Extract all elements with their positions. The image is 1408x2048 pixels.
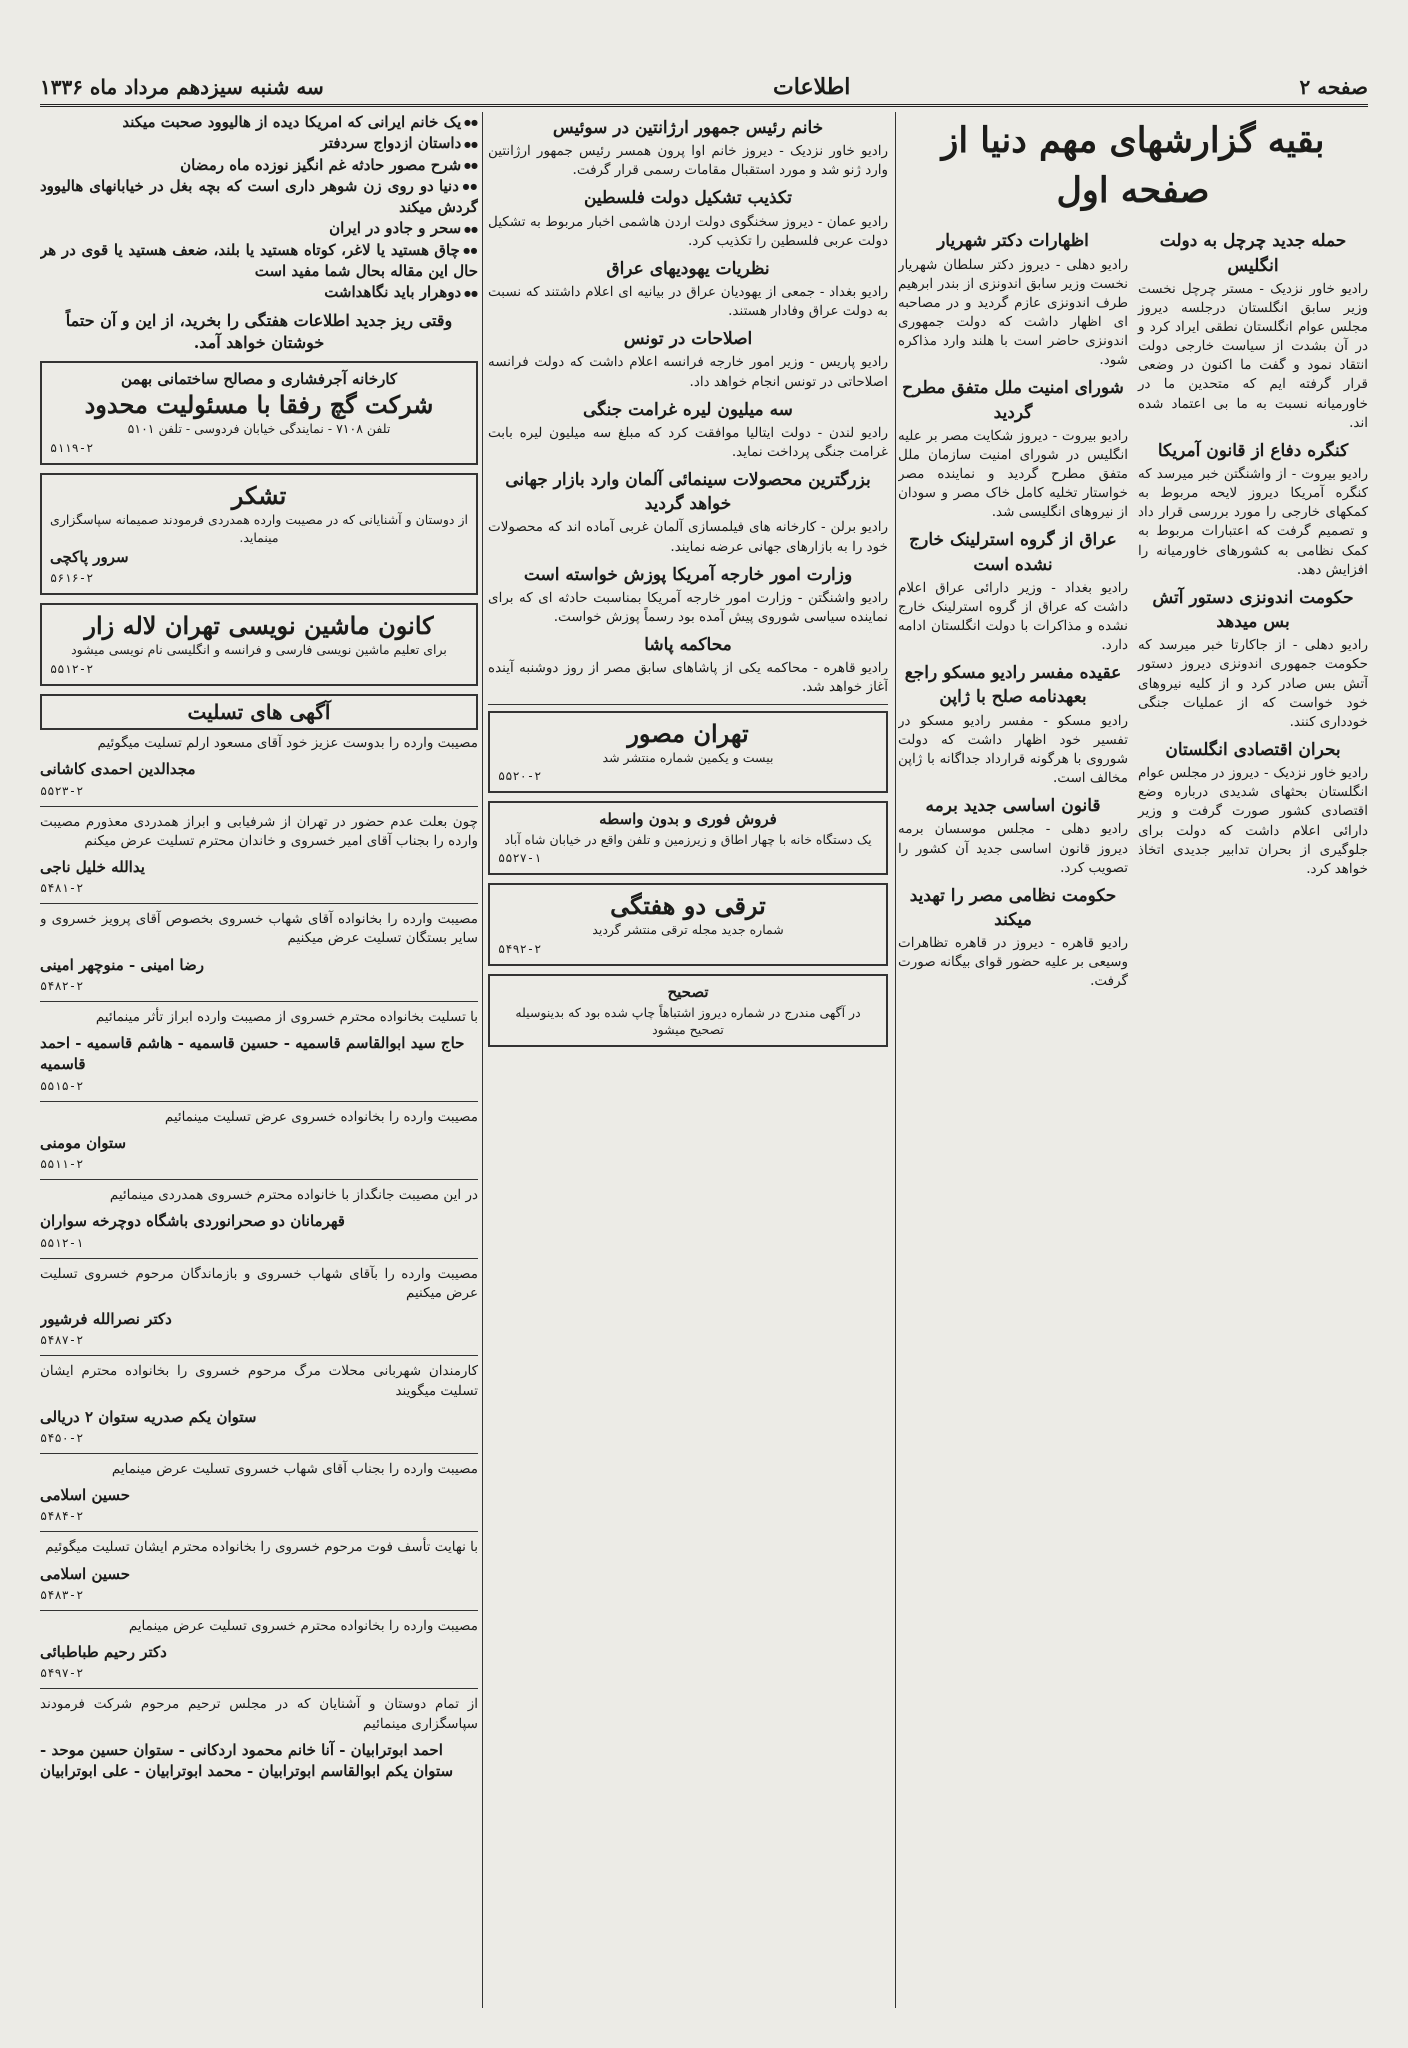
ad-code: ۵۵۲۰-۲ <box>498 769 542 784</box>
condolence-text: چون بعلت عدم حضور در تهران از شرفیابی و ابراز همدردی معذورم مصیبت وارده را بجناب آقای امیر خسروی و خاندان محترم تسلیت عرض میکنم <box>40 813 478 849</box>
condolence-signature: مجدالدین احمدی کاشانی <box>40 760 196 779</box>
story-body: رادیو عمان - دیروز سخنگوی دولت اردن هاشمی اخبار مربوط به تشکیل دولت عربی فلسطین را تکذیب کرد. <box>488 213 888 249</box>
list-item: ●● یک خانم ایرانی که امریکا دیده از هالیوود صحبت میکند <box>40 112 478 133</box>
column-rule <box>895 112 896 2008</box>
news-subcolumn-right <box>1138 225 1368 997</box>
list-item: ●● داستان ازدواج سردفتر <box>40 133 478 154</box>
condolence-text: مصیبت وارده را بخانواده آقای شهاب خسروی بخصوص آقای پرویز خسروی و سایر بستگان تسلیت عرض میکنیم <box>40 911 478 947</box>
condolence-signature: دکتر نصرالله فرشیور <box>40 1310 172 1329</box>
story-title: قانون اساسی جدید برمه <box>925 796 1101 817</box>
ad-code: ۵۵۱۵-۲ <box>40 1078 84 1093</box>
story-title: عراق از گروه استرلینک خارج نشده است <box>909 530 1117 575</box>
story-body: رادیو خاور نزدیک - مستر چرچل نخست وزیر سابق انگلستان درجلسه دیروز مجلس عوام انگلستان نطقی ایراد کرد و در آن بشدت از سیاست خارجی دولت انتقاد نمود و گفت ما اکنون در وضعی قرار گرفته ایم که متحدین ما در خاورمیانه نسبت به ما بی اعتماد شده اند. <box>1138 280 1368 431</box>
ad-code: ۵۵۲۷-۱ <box>498 851 542 866</box>
story-title: عقیده مفسر رادیو مسکو راجع بعهدنامه صلح با ژاپن <box>904 663 1122 708</box>
ad-thanks <box>40 473 478 595</box>
story-title: حکومت اندونزی دستور آتش بس میدهد <box>1152 587 1354 633</box>
condolence-signature: دکتر رحیم طباطبائی <box>40 1643 167 1662</box>
ad-title: کانون ماشین نویسی تهران لاله زار <box>84 611 434 641</box>
thanks-text: از تمام دوستان و آشنایان که در مجلس ترحیم مرحوم شرکت فرمودند سپاسگزاری مینمائیم <box>40 1696 478 1732</box>
ad-typing-school <box>40 603 478 686</box>
news-column-2 <box>488 112 888 2008</box>
story-title: حکومت نظامی مصر را تهدید میکند <box>909 885 1117 930</box>
ad-code: ۵۵۲۳-۲ <box>40 783 84 798</box>
story-body: رادیو قاهره - دیروز در قاهره تظاهرات وسیعی بر علیه حضور قوای بیگانه صورت گرفت. <box>898 935 1128 990</box>
story-body: رادیو بیروت - از واشنگتن خبر میرسد که کنگره آمریکا دیروز لایحه مربوط به کمکهای خارجی را مورد بررسی قرار داد و تصمیم گرفت که اعتبارات مربوط به کمک نظامی به کشورهای خاورمیانه را افزایش دهد. <box>1138 466 1368 578</box>
story-title: بحران اقتصادی انگلستان <box>1165 739 1341 760</box>
ad-intro: کارخانه آجرفشاری و مصالح ساختمانی بهمن <box>120 370 398 389</box>
ad-code: ۵۶۱۶-۲ <box>50 570 94 585</box>
story-body: رادیو خاور نزدیک - دیروز در مجلس عوام انگلستان بحثهای شدیدی درباره وضع اقتصادی کشور صورت گرفت و وزیر دارائی اعلام داشت که دولت برای جلوگیری از بحران تدابیر جدیدی اتخاذ خواهد کرد. <box>1138 765 1368 877</box>
ad-code: ۵۴۸۴-۲ <box>40 1509 84 1524</box>
ad-title: شرکت گچ رفقا با مسئولیت محدود <box>84 390 434 420</box>
ad-code: ۵۵۱۱-۲ <box>40 1157 84 1172</box>
condolence-signature: یدالله خلیل ناجی <box>40 857 145 876</box>
notices-column <box>40 112 478 2008</box>
main-headline: بقیه گزارشهای مهم دنیا از صفحه اول <box>941 120 1325 211</box>
thanks-signature: احمد ابوترابیان - آنا خانم محمود اردکانی - ستوان حسین موحد - ستوان یکم ابوالقاسم ابوترابیان - محمد ابوترابیان - علی ابوترابیان <box>40 1740 454 1781</box>
story-title: محاکمه پاشا <box>644 635 732 656</box>
ad-code: ۵۴۸۷-۲ <box>40 1333 84 1348</box>
divider <box>40 1001 478 1002</box>
story-title: حمله جدید چرچل به دولت انگلیس <box>1159 231 1347 276</box>
ad-text: بیست و یکمین شماره منتشر شد <box>602 749 774 765</box>
news-subcolumn-left <box>898 225 1128 997</box>
ad-code: ۵۵۱۲-۲ <box>50 661 94 676</box>
story-title: شورای امنیت ملل متفق مطرح گردید <box>902 378 1124 423</box>
story-body: رادیو قاهره - محاکمه یکی از پاشاهای سابق مصر از روز دوشنبه آینده آغاز خواهد شد. <box>488 660 888 696</box>
ad-code: ۵۴۸۱-۲ <box>40 881 84 896</box>
ad-title: تشکر <box>231 481 287 511</box>
condolence-signature: ستوان یکم صدریه ستوان ۲ دریالی <box>40 1407 257 1426</box>
divider <box>40 806 478 807</box>
condolence-text: مصیبت وارده را بدوست عزیز خود آقای مسعود ارلم تسلیت میگوئیم <box>97 735 478 752</box>
ad-sale <box>488 801 888 875</box>
ad-correction <box>488 974 888 1047</box>
ad-title: تصحیح <box>667 983 709 1002</box>
story-body: رادیو لندن - دولت ایتالیا موافقت کرد که مبلغ سه میلیون لیره بابت غرامت جنگی پرداخت نماید. <box>488 424 888 461</box>
condolence-signature: حسین اسلامی <box>40 1486 131 1505</box>
story-title: بزرگترین محصولات سینمائی آلمان وارد بازار جهانی خواهد گردید <box>505 470 871 515</box>
page-number: صفحه ۲ <box>1299 75 1368 99</box>
condolence-signature: حسین اسلامی <box>40 1564 131 1583</box>
condolence-header: آگهی های تسلیت <box>40 694 478 730</box>
condolence-text: مصیبت وارده را بآقای شهاب خسروی و بازماندگان مرحوم خسروی تسلیت عرض میکنیم <box>40 1265 478 1301</box>
ad-code: ۵۴۸۲-۲ <box>40 978 84 993</box>
story-title: وزارت امور خارجه آمریکا پوزش خواسته است <box>523 564 853 585</box>
paper-name: اطلاعات <box>773 74 851 100</box>
story-title: اظهارات دکتر شهریار <box>937 231 1089 252</box>
ad-text: شماره جدید مجله ترقی منتشر گردید <box>592 922 784 938</box>
divider <box>40 1355 478 1356</box>
ad-text: تلفن ۷۱۰۸ - نمایندگی خیابان فردوسی - تلفن ۵۱۰۱ <box>127 421 391 437</box>
story-body: رادیو مسکو - مفسر رادیو مسکو در تفسیر خود اظهار داشت که دولت شوروی با هرگونه قرارداد جداگانه با ژاپن مخالف است. <box>898 712 1128 787</box>
ad-code: ۵۵۱۲-۱ <box>40 1235 84 1250</box>
column-rule <box>482 112 483 2008</box>
condolence-signature: ستوان مومنی <box>40 1133 127 1152</box>
masthead <box>40 70 1368 107</box>
ad-title: تهران مصور <box>627 718 749 748</box>
story-title: نظریات یهودیهای عراق <box>606 258 770 279</box>
divider <box>40 1531 478 1532</box>
ad-title: فروش فوری و بدون واسطه <box>599 810 777 829</box>
condolence-text: با نهایت تأسف فوت مرحوم خسروی را بخانواده محترم ایشان تسلیت میگوئیم <box>45 1539 478 1556</box>
list-item: ●● سحر و جادو در ایران <box>40 218 478 239</box>
divider <box>40 903 478 904</box>
story-body: رادیو دهلی - از جاکارتا خبر میرسد که حکومت جمهوری اندونزی دیروز دستور آتش بس صادر کرد و از کلیه نیروهای خود خواست که از عملیات جنگی خودداری کنند. <box>1138 637 1368 730</box>
story-body: رادیو پاریس - وزیر امور خارجه فرانسه اعلام داشت که دولت فرانسه اصلاحاتی در تونس انجام خواهد داد. <box>488 354 888 390</box>
condolence-signature: حاج سید ابوالقاسم قاسمیه - حسین قاسمیه - هاشم قاسمیه - احمد قاسمیه <box>40 1034 465 1074</box>
condolence-text: کارمندان شهربانی محلات مرگ مرحوم خسروی را بخانواده محترم ایشان تسلیت میگویند <box>40 1363 478 1399</box>
story-body: رادیو واشنگتن - وزارت امور خارجه آمریکا بمناسبت حادثه ای که برای نماینده سیاسی شوروی پیش آمده بود رسماً پوزش خواست. <box>488 589 888 626</box>
ad-code: ۵۱۱۹-۲ <box>50 441 94 456</box>
condolence-signature: رضا امینی - منوچهر امینی <box>40 955 204 974</box>
story-title: خانم رئیس جمهور ارژانتین در سوئیس <box>552 118 824 138</box>
story-body: رادیو خاور نزدیک - دیروز خانم اوا پرون همسر رئیس جمهور ارژانتین وارد ژنو شد و مورد استقبال مقامات رسمی قرار گرفت. <box>488 143 888 179</box>
ad-title: ترقی دو هفتگی <box>610 891 766 921</box>
list-item: ●● شرح مصور حادثه غم انگیز نوزده ماه رمضان <box>40 155 478 176</box>
story-body: رادیو دهلی - دیروز دکتر سلطان شهریار نخست وزیر سابق اندونزی از بندر ابرهیم طرف اندونزی عازم گردید و در مصاحبه ای اظهار داشت که دولت جمهوری اندونزی حاضر است با هلند وارد مذاکره شود. <box>898 256 1128 369</box>
ad-tehran-mosavar <box>488 711 888 794</box>
story-body: رادیو بغداد - وزیر دارائی عراق اعلام داشت که عراق از گروه استرلینک خارج نشده و مذاکرات با دولت انگلستان ادامه دارد. <box>898 579 1128 654</box>
divider <box>40 1258 478 1259</box>
condolence-list <box>40 734 478 1782</box>
ad-gypsum <box>40 361 478 465</box>
story-body: رادیو بیروت - دیروز شکایت مصر بر علیه انگلیس در شورای امنیت سازمان ملل متفق مطرح گردید و نماینده مصر خواستار تخلیه کامل خاک مصر و سودان از نیروهای انگلیسی شد. <box>898 427 1128 521</box>
condolence-text: با تسلیت بخانواده محترم خسروی از مصیبت وارده ابراز تأثر مینمائیم <box>95 1008 478 1025</box>
ad-text: یک دستگاه خانه با چهار اطاق و زیرزمین و تلفن واقع در خیابان شاه آباد <box>504 831 872 847</box>
story-body: رادیو دهلی - مجلس موسسان برمه دیروز قانون اساسی جدید آن کشور را تصویب کرد. <box>898 821 1128 876</box>
divider <box>40 1453 478 1454</box>
list-item: ●● چاق هستید یا لاغر، کوتاه هستید یا بلند، ضعف هستید یا قوی در هر حال این مقاله بحال شما مفید است <box>40 240 478 283</box>
news-column <box>898 112 1368 2008</box>
story-title: کنگره دفاع از قانون آمریکا <box>1157 440 1349 461</box>
magazine-note: وقتی ریز جدید اطلاعات هفتگی را بخرید، از این و آن حتماً خوشتان خواهد آمد. <box>65 310 453 353</box>
divider <box>40 1101 478 1102</box>
ad-taraghi <box>488 883 888 966</box>
condolence-text: مصیبت وارده را بجناب آقای شهاب خسروی تسلیت عرض مینمایم <box>111 1460 478 1477</box>
ad-signature: سرور پاکچی <box>50 547 129 566</box>
ad-text: از دوستان و آشنایانی که در مصیبت وارده همدردی فرمودند صمیمانه سپاسگزاری مینماید. <box>50 512 468 545</box>
list-item: ●● دوهرار باید نگاهداشت <box>40 282 478 303</box>
story-title: تکذیب تشکیل دولت فلسطین <box>583 188 793 209</box>
condolence-text: مصیبت وارده را بخانواده خسروی عرض تسلیت مینمائیم <box>164 1108 478 1125</box>
ad-code: ۵۴۹۲-۲ <box>498 942 542 957</box>
story-body: رادیو بغداد - جمعی از یهودیان عراق در بیانیه ای اعلام داشتند که نسبت به دولت عراق وفادار هستند. <box>488 284 888 320</box>
divider <box>40 1688 478 1689</box>
divider <box>488 704 888 705</box>
issue-date: سه شنبه سیزدهم مرداد ماه ۱۳۳۶ <box>40 75 324 99</box>
condolence-signature: قهرمانان دو صحرانوردی باشگاه دوچرخه سواران <box>40 1212 345 1231</box>
divider <box>40 1179 478 1180</box>
story-title: سه میلیون لیره غرامت جنگی <box>583 399 793 420</box>
ad-code: ۵۴۵۰-۲ <box>40 1430 84 1445</box>
condolence-text: در این مصیبت جانگداز با خانواده محترم خسروی همدردی مینمائیم <box>109 1187 478 1204</box>
ad-code: ۵۴۹۷-۲ <box>40 1666 84 1681</box>
divider <box>40 1610 478 1611</box>
condolence-text: مصیبت وارده را بخانواده محترم خسروی تسلیت عرض مینمایم <box>128 1617 478 1634</box>
story-title: اصلاحات در تونس <box>623 329 753 350</box>
ad-text: در آگهی مندرج در شماره دیروز اشتباهاً چاپ شده بود که بدینوسیله تصحیح میشود <box>515 1004 861 1038</box>
list-item: ●● دنیا دو روی زن شوهر داری است که بچه بغل در خیابانهای هالیوود گردش میکند <box>40 176 478 219</box>
magazine-contents <box>40 112 478 304</box>
ad-text: برای تعلیم ماشین نویسی فارسی و فرانسه و انگلیسی نام نویسی میشود <box>71 642 447 658</box>
story-body: رادیو برلن - کارخانه های فیلمسازی آلمان غربی آماده اند که محصولات خود را به بازارهای جهانی عرضه نمایند. <box>488 519 888 555</box>
ad-code: ۵۴۸۳-۲ <box>40 1587 84 1602</box>
